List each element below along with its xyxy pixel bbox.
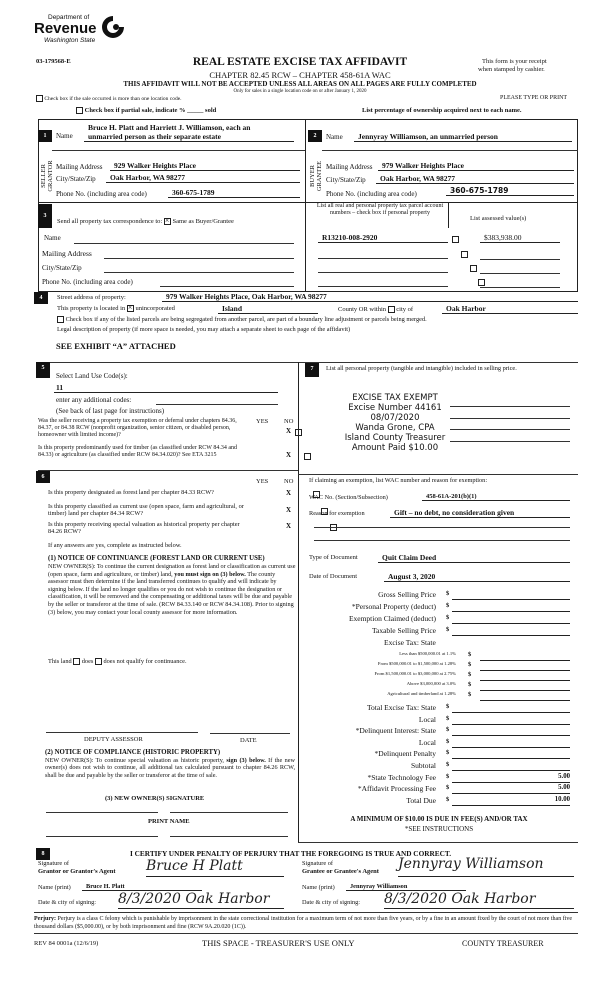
personal-property-checkbox[interactable]: [461, 251, 468, 258]
calc-value-field[interactable]: [452, 590, 570, 600]
calc-label: From $1,500,000.01 to $3,000,000 at 2.75%: [374, 671, 456, 676]
label: Mailing Address: [326, 163, 373, 171]
tax-name-field[interactable]: [74, 243, 294, 244]
section-number: 1: [38, 130, 52, 142]
owner-print-name[interactable]: [170, 836, 288, 837]
label: Street address of property:: [57, 294, 126, 301]
calc-label: Subtotal: [410, 761, 436, 770]
additional-codes-field[interactable]: [156, 404, 278, 405]
no-header: NO: [284, 478, 294, 485]
calc-value-field[interactable]: [480, 681, 570, 691]
calc-value-field[interactable]: [480, 691, 570, 701]
section-number: 3: [38, 204, 52, 228]
label: Signature of: [38, 860, 69, 867]
label: PRINT NAME: [148, 818, 190, 825]
personal-property-checkbox[interactable]: [452, 236, 459, 243]
multi-location-checkbox-row[interactable]: [36, 95, 182, 102]
seller-name-line2[interactable]: unmarried person as their separate estate: [84, 132, 294, 142]
wac-field[interactable]: 458-61A-201(b)(1): [422, 493, 570, 501]
text: The county assessor must then determine if the land transferred continues to qualify and will indicate by signing below. If the land no longer qualifies or you do not wish to continue the designation or classification, it will be removed and the compensating or additional taxes will be due and payable by the seller or transferor at the time of sale. (RCW 84.33.140 or RCW 84.34.108). Prior to signing (3) below, you may contact your local county assessor for more information.: [48, 570, 294, 616]
parcel-number-field[interactable]: [318, 272, 448, 273]
label: Name: [44, 234, 61, 242]
calc-value-field[interactable]: [452, 749, 570, 759]
section-number: 5: [36, 362, 50, 378]
calc-label: From $500,000.01 to $1,500,000 at 1.28%: [377, 661, 456, 666]
calc-label: *Affidavit Processing Fee: [357, 784, 436, 794]
segregated-row: [57, 316, 427, 323]
partial-sale-checkbox-row[interactable]: [76, 107, 216, 114]
same-as-buyer-checkbox[interactable]: [164, 218, 171, 225]
section-number: 6: [36, 471, 50, 483]
personal-property-field[interactable]: [450, 441, 570, 442]
dollar-sign: $: [468, 681, 472, 688]
calc-value-field[interactable]: [452, 715, 570, 725]
tax-phone-field[interactable]: [160, 286, 294, 287]
text: sign (3) below.: [226, 757, 266, 764]
label: City/State/Zip: [56, 175, 96, 183]
checkbox[interactable]: [76, 107, 83, 114]
label: City/State/Zip: [42, 264, 82, 272]
label: This property is located in: [57, 305, 126, 312]
yes-header: YES: [256, 478, 269, 485]
calc-value-field[interactable]: 10.00: [452, 796, 570, 806]
calc-value-field[interactable]: 5.00: [452, 773, 570, 783]
property-address-field[interactable]: 979 Walker Heights Place, Oak Harbor, WA 98277: [162, 292, 578, 302]
label: WAC No. (Section/Subsection): [309, 494, 388, 501]
question: Is this property designated as forest land per chapter 84.33 RCW?: [48, 489, 214, 496]
calc-label: Agricultural and timberland at 1.28%: [387, 691, 456, 696]
exempt-stamp: [340, 393, 450, 453]
no-answer: X: [286, 451, 292, 459]
divider: [298, 842, 578, 843]
yes-checkbox[interactable]: [295, 429, 302, 436]
calc-label: *State Technology Fee: [367, 772, 436, 782]
text: NEW OWNER(S): To continue special valuation as historic property,: [45, 757, 224, 764]
assessed-value-field[interactable]: $383,938.00: [480, 233, 560, 243]
label: (See back of last page for instructions): [56, 407, 165, 415]
calc-value-field[interactable]: [452, 626, 570, 636]
location-row: [57, 305, 175, 312]
grantee-print-name[interactable]: Jennyray Williamson: [346, 883, 466, 891]
label: Type of Document: [309, 554, 358, 561]
label: Perjury:: [34, 916, 56, 922]
type-print-note: PLEASE TYPE OR PRINT: [500, 95, 568, 101]
checkbox[interactable]: [36, 95, 43, 102]
personal-property-field[interactable]: [450, 406, 570, 407]
label: Reason for exemption: [309, 510, 365, 517]
label: city of: [396, 306, 414, 313]
warning: THIS AFFIDAVIT WILL NOT BE ACCEPTED UNLESS ALL AREAS ON ALL PAGES ARE FULLY COMPLETED: [123, 80, 477, 88]
deputy-assessor-signature[interactable]: [46, 732, 198, 733]
label: does: [81, 658, 94, 665]
dollar-sign: $: [446, 761, 450, 768]
legal-description-label: Legal description of property (if more space is needed, you may attach a separate sheet to each page of the affidavit): [57, 326, 351, 333]
divider: [448, 202, 449, 228]
label: Date & city of signing:: [302, 899, 361, 906]
calc-label: *Delinquent Interest: State: [355, 726, 436, 736]
label: Check box if any of the listed parcels are being segregated from another parcel, are part of a boundary line adjustment or parcels being merged.: [65, 316, 427, 323]
parcel-number-field[interactable]: [318, 258, 448, 259]
label: List all personal property (tangible and intangible) included in selling price.: [326, 365, 517, 372]
label: If claiming an exemption, list WAC number and reason for exemption:: [309, 477, 488, 484]
dor-swirl-icon: [100, 14, 126, 40]
segregated-checkbox[interactable]: [57, 316, 64, 323]
text: If the new owner(s) does not wish to continue, all additional tax calculated pursuant to chapter 84.26 RCW, shall be due and payable by the seller or transferor at the time of sale.: [45, 757, 295, 779]
label: Name (print): [38, 884, 71, 891]
seller-mailing-field[interactable]: 929 Walker Heights Place: [110, 161, 300, 171]
section-number: 4: [34, 292, 48, 304]
question: Is this property classified as current use (open space, farm and agricultural, or timber) land per chapter 84.34 RCW?: [48, 503, 244, 517]
parcel-number-field[interactable]: R13210-008-2920: [318, 233, 448, 243]
label: Name (print): [302, 884, 335, 891]
dollar-sign: $: [446, 626, 450, 633]
section-number: 8: [36, 848, 50, 860]
label: within: [369, 306, 387, 313]
calc-label: Taxable Selling Price: [371, 626, 436, 635]
dollar-sign: $: [446, 737, 450, 745]
county-field[interactable]: Island: [218, 304, 318, 314]
label: Check box if the sale occurred is more than one location code.: [44, 95, 182, 102]
owner-signature[interactable]: [170, 812, 288, 813]
seller-city-field[interactable]: Oak Harbor, WA 98277: [106, 173, 300, 183]
label: unincorporated: [135, 305, 175, 312]
text: Perjury is a class C felony which is punishable by imprisonment in the state correctional institution for a maximum term of not more than five years, or by a fine in an amount fixed by the court of not more than five thousand dollars ($5,000.00), or by both imprisonment and fine (RCW 9A.20.020 (1C)).: [34, 916, 573, 930]
calc-label: Total Due: [406, 795, 436, 805]
notice-title: (2) NOTICE OF COMPLIANCE (HISTORIC PROPERTY): [45, 749, 221, 756]
minimum-note: A MINIMUM OF $10.00 IS DUE IN FEE(S) AND/OR TAX: [350, 815, 528, 823]
document-type-field[interactable]: Quit Claim Deed: [378, 553, 570, 563]
label: City/State/Zip: [326, 176, 366, 184]
document-date-field[interactable]: August 3, 2020: [384, 572, 570, 582]
parcel-number-field[interactable]: [318, 286, 448, 287]
no-answer: X: [286, 427, 292, 435]
unincorporated-checkbox[interactable]: [127, 305, 134, 312]
calc-value-field[interactable]: [452, 703, 570, 713]
seller-label: SELLER GRANTOR: [40, 160, 54, 192]
buyer-label: BUYER GRANTEE: [309, 160, 323, 192]
land-use-code-field[interactable]: 11: [54, 383, 278, 393]
dollar-sign: $: [446, 772, 450, 780]
label: Phone No. (including area code): [326, 190, 417, 198]
receipt-note: when stamped by cashier.: [478, 66, 545, 73]
receipt-note: This form is your receipt: [482, 58, 547, 65]
ownership-note: List percentage of ownership acquired next to each name.: [362, 107, 522, 114]
city-row: [338, 306, 413, 313]
logo-text: Department of: [48, 14, 90, 21]
stamp-line: Island County Treasurer: [344, 433, 446, 443]
notice-text: [48, 563, 296, 616]
label: Date & city of signing:: [38, 899, 97, 906]
personal-property-checkbox[interactable]: [470, 265, 477, 272]
treasurer-space-label: THIS SPACE - TREASURER'S USE ONLY: [202, 938, 355, 948]
calc-value-field[interactable]: [452, 726, 570, 736]
assessed-value-field[interactable]: [480, 259, 560, 260]
dollar-sign: $: [468, 691, 472, 698]
no-answer: X: [286, 522, 292, 530]
label: Same as Buyer/Grantee: [172, 218, 234, 225]
stamp-line: Amount Paid $10.00: [351, 443, 439, 453]
city-field[interactable]: Oak Harbor: [442, 304, 578, 314]
notice-text: [45, 757, 295, 779]
dollar-sign: $: [468, 661, 472, 668]
divider: [34, 912, 578, 913]
dollar-sign: $: [446, 726, 450, 734]
dollar-sign: $: [446, 590, 450, 597]
calc-value-field[interactable]: [452, 602, 570, 612]
calc-label: Above $3,000,000 at 3.0%: [406, 681, 456, 686]
calc-label: Gross Selling Price: [378, 590, 436, 599]
legal-description-value: SEE EXHIBIT “A” ATTACHED: [56, 341, 176, 351]
calc-label: Less than $500,000.01 at 1.1%: [399, 651, 456, 656]
form-id: 03-179568-E: [36, 58, 71, 65]
calc-label: Local: [418, 714, 436, 724]
instructions-note: *SEE INSTRUCTIONS: [404, 825, 474, 833]
dollar-sign: $: [446, 795, 450, 803]
label: This land: [48, 658, 72, 665]
logo-text: Washington State: [44, 37, 96, 44]
calc-value-field[interactable]: [452, 614, 570, 624]
label: (3) NEW OWNER(S) SIGNATURE: [105, 795, 205, 802]
grantor-date-city[interactable]: 8/3/2020 Oak Harbor: [118, 891, 284, 909]
assessed-value-field[interactable]: [480, 287, 560, 288]
yes-header: YES: [256, 418, 269, 425]
only-sales: Only for sales in a single location code on or after January 1, 2020: [233, 89, 367, 94]
label: Send all property tax correspondence to:: [57, 218, 163, 225]
label: Phone No. (including area code): [42, 278, 133, 286]
grantee-signature[interactable]: Jennyray Williamson: [398, 856, 574, 877]
dollar-sign: $: [446, 784, 450, 792]
seller-phone-field[interactable]: 360-675-1789: [168, 188, 300, 198]
reason-field[interactable]: Gift – no debt, no consideration given: [390, 508, 570, 518]
question: Was the seller receiving a property tax exemption or deferral under chapters 84.36, 84.37, or 84.38 RCW (nonprofit organization, senior citizen, or disabled person, homeowner with limited income)?: [38, 418, 237, 438]
calc-value-field[interactable]: 5.00: [452, 784, 570, 794]
calc-value-field[interactable]: [480, 651, 570, 661]
dollar-sign: $: [446, 714, 450, 722]
grantor-signature[interactable]: Bruce H Platt: [146, 858, 284, 877]
perjury-note: [34, 915, 578, 931]
label: Select Land Use Code(s):: [56, 372, 128, 380]
dollar-sign: $: [446, 602, 450, 609]
tax-city-field[interactable]: [104, 272, 294, 273]
stamp-line: EXCISE TAX EXEMPT: [352, 393, 438, 403]
assessed-header: List assessed value(s): [470, 215, 527, 222]
personal-property-checkbox[interactable]: [478, 279, 485, 286]
label: does not qualify for continuance.: [103, 658, 187, 665]
no-answer: X: [286, 506, 292, 514]
reason-field[interactable]: [314, 540, 570, 541]
city-checkbox[interactable]: [388, 306, 395, 313]
page-title: REAL ESTATE EXCISE TAX AFFIDAVIT: [192, 56, 408, 68]
label: Grantor or Grantor's Agent: [38, 868, 116, 875]
dollar-sign: $: [446, 749, 450, 757]
text: NEW OWNER(S): To continue the current designation as forest land or classification as current use (open space, farm and agriculture, or timber) land,: [48, 563, 296, 578]
divider: [322, 150, 578, 151]
dollar-sign: $: [446, 703, 450, 710]
divider: [38, 470, 298, 471]
question: Is this property predominantly used for timber (as classified under RCW 84.34 and 84.33) or agriculture (as classified under RCW 84.34.020)? See ETA 3215: [38, 445, 238, 458]
label: County OR: [338, 306, 368, 313]
divider: [298, 474, 578, 475]
owner-signature[interactable]: [46, 812, 158, 813]
reason-field[interactable]: [314, 527, 570, 528]
calc-label: Local: [418, 737, 436, 747]
calc-value-field[interactable]: [480, 661, 570, 671]
stamp-line: 08/07/2020: [370, 413, 420, 423]
no-header: NO: [284, 418, 294, 425]
assessor-date[interactable]: [210, 733, 290, 734]
text: you must sign on (3) below.: [174, 570, 246, 578]
does-checkbox[interactable]: [73, 658, 80, 665]
parcel-header: List all real and personal property tax parcel account numbers – check box if personal property: [316, 203, 444, 216]
calc-label: *Personal Property (deduct): [351, 602, 436, 611]
seller-name-line1[interactable]: Bruce H. Platt and Harriett J. Williamson, each an: [88, 123, 251, 132]
divider: [52, 150, 305, 151]
calc-label: *Delinquent Penalty: [374, 749, 436, 759]
stamp-line: Excise Number 44161: [348, 403, 442, 413]
no-answer: X: [286, 489, 292, 497]
owner-print-name[interactable]: [46, 836, 158, 837]
dollar-sign: $: [468, 651, 472, 658]
personal-property-field[interactable]: [450, 418, 570, 419]
yes-checkbox[interactable]: [304, 453, 311, 460]
does-not-checkbox[interactable]: [95, 658, 102, 665]
buyer-name-field[interactable]: Jennyray Williamson, an unmarried person: [354, 132, 572, 142]
buyer-city-field[interactable]: Oak Harbor, WA 98277: [376, 174, 574, 184]
logo-text: Revenue: [34, 20, 97, 37]
certification: I CERTIFY UNDER PENALTY OF PERJURY THAT THE FOREGOING IS TRUE AND CORRECT.: [130, 849, 452, 858]
instruction: If any answers are yes, complete as instructed below.: [48, 542, 182, 549]
chapter: CHAPTER 82.45 RCW – CHAPTER 458-61A WAC: [209, 70, 391, 80]
continuance-row: [48, 658, 187, 665]
label: Phone No. (including area code): [56, 190, 147, 198]
form-revision: REV 84 0001a (12/6/19): [34, 940, 99, 947]
send-correspondence-row: [57, 218, 234, 225]
grantee-date-city[interactable]: 8/3/2020 Oak Harbor: [384, 891, 574, 909]
dollar-sign: $: [468, 671, 472, 678]
label: enter any additional codes:: [56, 396, 132, 404]
label: Name: [326, 133, 343, 141]
stamp-line: Wanda Grone, CPA: [355, 423, 435, 433]
assessed-value-field[interactable]: [480, 273, 560, 274]
calc-value-field[interactable]: [480, 671, 570, 681]
section-number: 7: [305, 363, 319, 377]
label: Mailing Address: [42, 249, 92, 258]
calc-label: Total Excise Tax: State: [366, 703, 436, 712]
label: Grantee or Grantee's Agent: [302, 868, 379, 875]
grantor-print-name[interactable]: Bruce H. Platt: [82, 883, 202, 891]
buyer-mailing-field[interactable]: 979 Walker Heights Place: [378, 161, 574, 171]
notice-title: (1) NOTICE OF CONTINUANCE (FOREST LAND OR CURRENT USE): [48, 555, 265, 562]
dollar-sign: $: [446, 614, 450, 621]
label: Date of Document: [309, 573, 358, 580]
buyer-phone-field[interactable]: 360-675-1789: [446, 186, 574, 196]
calc-value-field[interactable]: [452, 761, 570, 771]
calc-value-field[interactable]: [452, 738, 570, 748]
tax-mailing-field[interactable]: [104, 258, 294, 259]
county-treasurer-label: COUNTY TREASURER: [462, 939, 544, 948]
calc-label: Exemption Claimed (deduct): [348, 614, 436, 623]
label: Name: [56, 132, 73, 140]
section-number: 2: [308, 130, 322, 142]
label: Signature of: [302, 860, 333, 867]
question: Is this property receiving special valuation as historical property per chapter 84.26 RCW?: [48, 521, 240, 535]
label: DEPUTY ASSESSOR: [84, 736, 143, 743]
label: DATE: [240, 737, 257, 744]
personal-property-field[interactable]: [450, 429, 570, 430]
label: Check box if partial sale, indicate % _____ sold: [84, 107, 217, 114]
label: Mailing Address: [56, 163, 103, 171]
divider: [34, 933, 578, 934]
excise-state-label: Excise Tax: State: [384, 638, 436, 647]
